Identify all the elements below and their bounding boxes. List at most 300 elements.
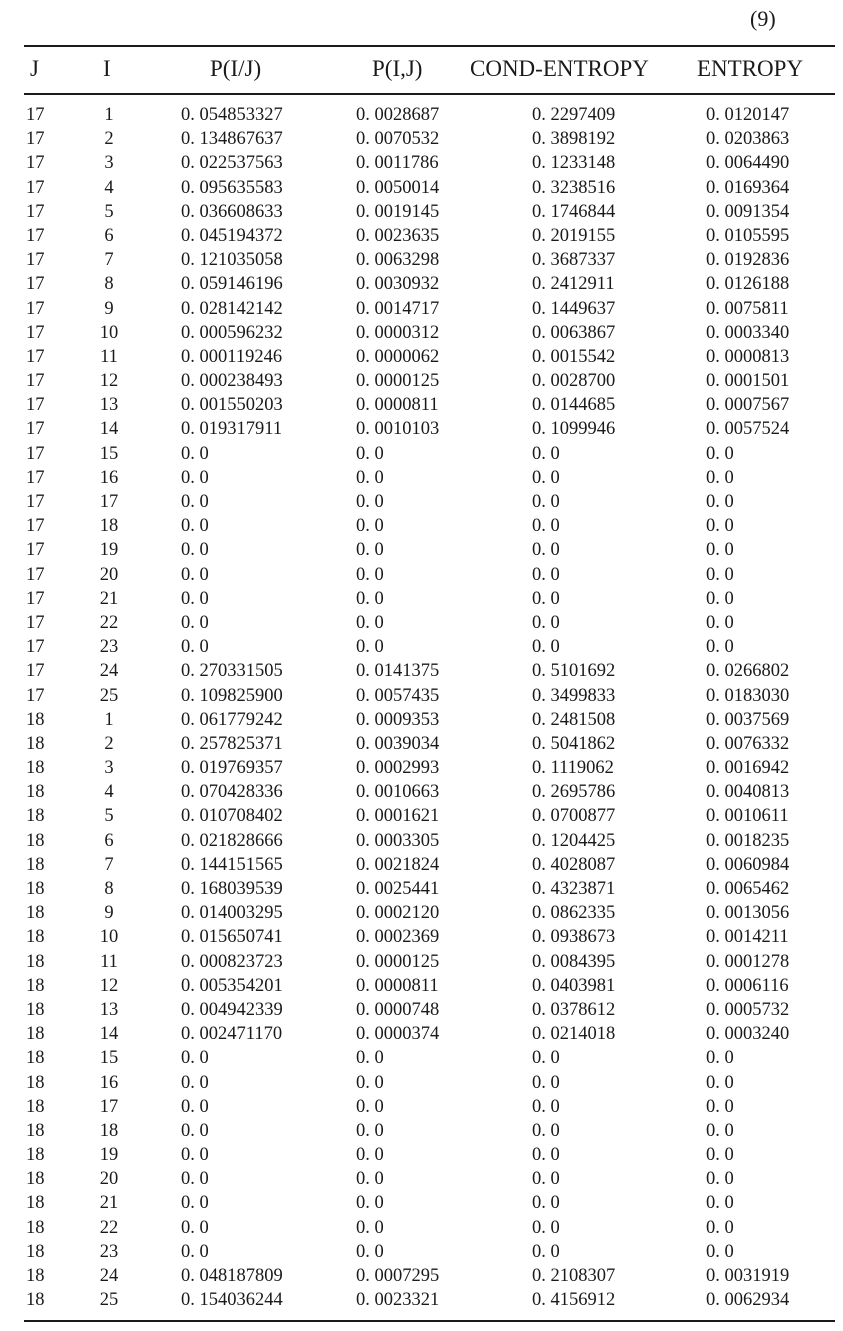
cell-cond-entropy: 0. 1119062 <box>532 758 614 779</box>
cell-cond-entropy: 0. 3499833 <box>532 685 616 706</box>
table-row <box>0 731 843 755</box>
cell-entropy: 0. 0014211 <box>706 927 789 948</box>
cell-cond-entropy: 0. 3687337 <box>532 250 616 271</box>
cell-p-i-j: 0. 0 <box>356 443 384 464</box>
cell-p-i-j: 0. 0023321 <box>356 1290 440 1311</box>
cell-i: 23 <box>99 1241 119 1262</box>
cell-entropy: 0. 0 <box>706 1217 734 1238</box>
cell-cond-entropy: 0. 2412911 <box>532 274 615 295</box>
table-body <box>0 102 843 1311</box>
cell-j: 18 <box>26 758 45 779</box>
cell-entropy: 0. 0065462 <box>706 879 790 899</box>
cell-cond-entropy: 0. 0 <box>532 467 560 488</box>
cell-p-i-given-j: 0. 0 <box>181 1096 209 1117</box>
cell-i: 7 <box>104 854 114 875</box>
cell-entropy: 0. 0 <box>706 612 734 633</box>
cell-entropy: 0. 0 <box>706 1145 734 1166</box>
cell-j: 18 <box>26 975 45 996</box>
cell-p-i-given-j: 0. 0 <box>181 443 209 464</box>
cell-i: 11 <box>100 951 118 972</box>
cell-j: 18 <box>26 806 45 827</box>
table-row <box>0 102 843 126</box>
cell-cond-entropy: 0. 0 <box>532 588 560 609</box>
table-row <box>0 489 843 513</box>
cell-j: 18 <box>26 1096 45 1117</box>
cell-entropy: 0. 0001278 <box>706 951 790 972</box>
cell-j: 18 <box>26 1241 45 1262</box>
cell-entropy: 0. 0075811 <box>706 298 789 319</box>
cell-entropy: 0. 0040813 <box>706 782 790 803</box>
cell-cond-entropy: 0. 4028087 <box>532 854 616 875</box>
cell-i: 16 <box>99 1072 119 1093</box>
cell-cond-entropy: 0. 0 <box>532 443 560 464</box>
cell-i: 22 <box>99 612 119 633</box>
cell-i: 1 <box>104 709 114 730</box>
cell-i: 9 <box>104 903 114 924</box>
cell-entropy: 0. 0 <box>706 1072 734 1093</box>
cell-p-i-given-j: 0. 000596232 <box>181 322 283 343</box>
table-row <box>0 924 843 948</box>
cell-i: 8 <box>104 879 114 899</box>
cell-i: 10 <box>99 322 119 343</box>
cell-cond-entropy: 0. 0084395 <box>532 951 616 972</box>
cell-cond-entropy: 0. 2019155 <box>532 225 616 246</box>
cell-p-i-j: 0. 0 <box>356 588 384 609</box>
cell-p-i-j: 0. 0 <box>356 540 384 561</box>
cell-i: 12 <box>99 975 119 996</box>
cell-i: 2 <box>104 733 114 754</box>
cell-p-i-given-j: 0. 054853327 <box>181 105 283 125</box>
cell-j: 18 <box>26 733 45 754</box>
cell-j: 18 <box>26 1217 45 1238</box>
cell-p-i-j: 0. 0 <box>356 612 384 633</box>
cell-p-i-j: 0. 0021824 <box>356 854 440 875</box>
cell-j: 18 <box>26 782 45 803</box>
cell-cond-entropy: 0. 0214018 <box>532 1024 616 1045</box>
table-row <box>0 175 843 199</box>
cell-cond-entropy: 0. 0028700 <box>532 371 616 392</box>
cell-i: 16 <box>99 467 119 488</box>
cell-entropy: 0. 0001501 <box>706 371 790 392</box>
cell-j: 18 <box>26 1024 45 1045</box>
header-i: I <box>103 56 111 81</box>
cell-j: 17 <box>26 443 45 464</box>
header-p-i-given-j: P(I/J) <box>210 56 262 81</box>
cell-p-i-j: 0. 0009353 <box>356 709 440 730</box>
cell-i: 15 <box>99 443 119 464</box>
cell-p-i-j: 0. 0000748 <box>356 999 440 1020</box>
cell-j: 17 <box>26 346 45 367</box>
table-row <box>0 1045 843 1069</box>
cell-p-i-given-j: 0. 0 <box>181 564 209 585</box>
table-row <box>0 441 843 465</box>
cell-p-i-given-j: 0. 0 <box>181 516 209 537</box>
cell-entropy: 0. 0 <box>706 1241 734 1262</box>
cell-i: 17 <box>99 1096 119 1117</box>
cell-p-i-j: 0. 0050014 <box>356 177 440 198</box>
cell-cond-entropy: 0. 0 <box>532 1217 560 1238</box>
cell-p-i-given-j: 0. 059146196 <box>181 274 283 295</box>
cell-p-i-given-j: 0. 000119246 <box>181 346 283 367</box>
table-row <box>0 852 843 876</box>
table-row <box>0 779 843 803</box>
table-row <box>0 876 843 900</box>
cell-p-i-given-j: 0. 134867637 <box>181 129 283 150</box>
cell-p-i-given-j: 0. 257825371 <box>181 733 283 754</box>
cell-p-i-j: 0. 0070532 <box>356 129 440 150</box>
page-number: (9) <box>750 6 776 31</box>
cell-i: 20 <box>99 564 119 585</box>
cell-j: 17 <box>26 177 45 198</box>
table-row <box>0 537 843 561</box>
table-row <box>0 1215 843 1239</box>
cell-p-i-j: 0. 0 <box>356 1048 384 1069</box>
cell-i: 19 <box>99 540 119 561</box>
cell-j: 18 <box>26 1120 45 1141</box>
cell-p-i-j: 0. 0 <box>356 1072 384 1093</box>
table-row <box>0 465 843 489</box>
cell-p-i-given-j: 0. 001550203 <box>181 395 283 416</box>
cell-cond-entropy: 0. 1746844 <box>532 201 616 222</box>
cell-cond-entropy: 0. 0378612 <box>532 999 616 1020</box>
cell-j: 17 <box>26 564 45 585</box>
cell-i: 3 <box>104 758 114 779</box>
cell-p-i-given-j: 0. 0 <box>181 612 209 633</box>
cell-p-i-j: 0. 0000811 <box>356 395 439 416</box>
cell-cond-entropy: 0. 0144685 <box>532 395 616 416</box>
cell-j: 17 <box>26 105 45 125</box>
table-row <box>0 803 843 827</box>
cell-p-i-given-j: 0. 000823723 <box>181 951 283 972</box>
table-row <box>0 1094 843 1118</box>
cell-j: 17 <box>26 201 45 222</box>
table-row <box>0 610 843 634</box>
cell-cond-entropy: 0. 0 <box>532 1193 560 1214</box>
cell-p-i-j: 0. 0000312 <box>356 322 440 343</box>
cell-cond-entropy: 0. 0 <box>532 492 560 512</box>
cell-j: 18 <box>26 1266 45 1286</box>
table-row <box>0 223 843 247</box>
cell-p-i-given-j: 0. 015650741 <box>181 927 283 948</box>
cell-p-i-given-j: 0. 028142142 <box>181 298 283 319</box>
cell-i: 13 <box>99 999 119 1020</box>
cell-p-i-given-j: 0. 0 <box>181 1048 209 1069</box>
cell-entropy: 0. 0 <box>706 467 734 488</box>
cell-p-i-j: 0. 0003305 <box>356 830 440 851</box>
table-row <box>0 392 843 416</box>
cell-p-i-given-j: 0. 144151565 <box>181 854 283 875</box>
cell-entropy: 0. 0 <box>706 637 734 658</box>
cell-cond-entropy: 0. 0938673 <box>532 927 616 948</box>
cell-cond-entropy: 0. 2481508 <box>532 709 616 730</box>
cell-cond-entropy: 0. 5101692 <box>532 661 616 682</box>
cell-p-i-j: 0. 0023635 <box>356 225 440 246</box>
cell-entropy: 0. 0076332 <box>706 733 790 754</box>
cell-j: 18 <box>26 1048 45 1069</box>
cell-entropy: 0. 0037569 <box>706 709 790 730</box>
cell-p-i-given-j: 0. 022537563 <box>181 153 283 174</box>
table-row <box>0 296 843 320</box>
cell-i: 14 <box>99 1024 119 1045</box>
cell-entropy: 0. 0060984 <box>706 854 790 875</box>
cell-p-i-given-j: 0. 0 <box>181 637 209 658</box>
cell-j: 17 <box>26 419 45 440</box>
cell-i: 13 <box>99 395 119 416</box>
cell-i: 8 <box>104 274 114 295</box>
cell-cond-entropy: 0. 0 <box>532 1145 560 1166</box>
cell-entropy: 0. 0031919 <box>706 1266 790 1286</box>
cell-p-i-given-j: 0. 0 <box>181 588 209 609</box>
cell-i: 10 <box>99 927 119 948</box>
cell-j: 18 <box>26 1072 45 1093</box>
table-row <box>0 755 843 779</box>
cell-i: 18 <box>99 1120 119 1141</box>
cell-entropy: 0. 0 <box>706 443 734 464</box>
cell-i: 15 <box>99 1048 119 1069</box>
cell-entropy: 0. 0013056 <box>706 903 790 924</box>
table-row <box>0 997 843 1021</box>
table-row <box>0 586 843 610</box>
cell-cond-entropy: 0. 0 <box>532 1072 560 1093</box>
cell-i: 6 <box>104 225 114 246</box>
cell-j: 17 <box>26 371 45 392</box>
table-header <box>0 52 843 90</box>
cell-p-i-given-j: 0. 0 <box>181 1241 209 1262</box>
cell-p-i-j: 0. 0 <box>356 492 384 512</box>
cell-cond-entropy: 0. 2297409 <box>532 105 616 125</box>
cell-entropy: 0. 0091354 <box>706 201 790 222</box>
cell-j: 18 <box>26 830 45 851</box>
cell-i: 19 <box>99 1145 119 1166</box>
cell-cond-entropy: 0. 0 <box>532 540 560 561</box>
cell-i: 25 <box>99 1290 119 1311</box>
table-row <box>0 513 843 537</box>
table-row <box>0 658 843 682</box>
cell-p-i-given-j: 0. 0 <box>181 1120 209 1141</box>
cell-entropy: 0. 0005732 <box>706 999 790 1020</box>
cell-p-i-j: 0. 0 <box>356 467 384 488</box>
cell-cond-entropy: 0. 0 <box>532 1096 560 1117</box>
cell-p-i-j: 0. 0057435 <box>356 685 440 706</box>
table-row <box>0 1166 843 1190</box>
cell-p-i-given-j: 0. 0 <box>181 1145 209 1166</box>
table-row <box>0 320 843 344</box>
table-row <box>0 1021 843 1045</box>
cell-j: 17 <box>26 250 45 271</box>
cell-p-i-j: 0. 0 <box>356 637 384 658</box>
cell-p-i-j: 0. 0002993 <box>356 758 440 779</box>
cell-p-i-j: 0. 0028687 <box>356 105 440 125</box>
table-row <box>0 199 843 223</box>
cell-i: 17 <box>99 492 119 512</box>
cell-i: 24 <box>99 661 119 682</box>
cell-p-i-given-j: 0. 019317911 <box>181 419 283 440</box>
cell-cond-entropy: 0. 1099946 <box>532 419 616 440</box>
cell-j: 18 <box>26 709 45 730</box>
cell-p-i-given-j: 0. 0 <box>181 492 209 512</box>
cell-entropy: 0. 0 <box>706 1096 734 1117</box>
cell-cond-entropy: 0. 0015542 <box>532 346 616 367</box>
cell-cond-entropy: 0. 0 <box>532 564 560 585</box>
table-row <box>0 416 843 440</box>
cell-j: 17 <box>26 322 45 343</box>
cell-p-i-j: 0. 0010103 <box>356 419 440 440</box>
cell-entropy: 0. 0 <box>706 564 734 585</box>
cell-entropy: 0. 0126188 <box>706 274 790 295</box>
cell-cond-entropy: 0. 0862335 <box>532 903 616 924</box>
cell-p-i-j: 0. 0000811 <box>356 975 439 996</box>
cell-entropy: 0. 0192836 <box>706 250 790 271</box>
cell-j: 17 <box>26 129 45 150</box>
table-row <box>0 973 843 997</box>
cell-p-i-j: 0. 0 <box>356 1169 384 1190</box>
cell-p-i-given-j: 0. 109825900 <box>181 685 283 706</box>
table-row <box>0 1190 843 1214</box>
cell-j: 17 <box>26 153 45 174</box>
cell-cond-entropy: 0. 4323871 <box>532 879 616 899</box>
cell-p-i-j: 0. 0030932 <box>356 274 440 295</box>
table-row <box>0 150 843 174</box>
cell-cond-entropy: 0. 0063867 <box>532 322 616 343</box>
table-row <box>0 247 843 271</box>
table-header-rule <box>24 93 835 95</box>
cell-p-i-given-j: 0. 0 <box>181 540 209 561</box>
cell-entropy: 0. 0064490 <box>706 153 790 174</box>
cell-cond-entropy: 0. 4156912 <box>532 1290 616 1311</box>
cell-entropy: 0. 0105595 <box>706 225 790 246</box>
cell-j: 18 <box>26 1145 45 1166</box>
cell-j: 18 <box>26 951 45 972</box>
cell-i: 14 <box>99 419 119 440</box>
table-row <box>0 368 843 392</box>
cell-j: 17 <box>26 637 45 658</box>
table-row <box>0 1142 843 1166</box>
header-p-i-j: P(I,J) <box>372 56 423 81</box>
cell-entropy: 0. 0007567 <box>706 395 790 416</box>
table-row <box>0 1287 843 1311</box>
cell-cond-entropy: 0. 0 <box>532 1120 560 1141</box>
cell-p-i-given-j: 0. 0 <box>181 1193 209 1214</box>
table-bottom-rule <box>24 1320 835 1322</box>
cell-j: 17 <box>26 540 45 561</box>
table-row <box>0 828 843 852</box>
cell-i: 6 <box>104 830 114 851</box>
cell-entropy: 0. 0 <box>706 492 734 512</box>
cell-j: 17 <box>26 467 45 488</box>
cell-j: 17 <box>26 612 45 633</box>
cell-entropy: 0. 0203863 <box>706 129 790 150</box>
cell-cond-entropy: 0. 3238516 <box>532 177 616 198</box>
cell-j: 18 <box>26 879 45 899</box>
table-row <box>0 900 843 924</box>
cell-p-i-given-j: 0. 002471170 <box>181 1024 283 1045</box>
cell-p-i-j: 0. 0 <box>356 516 384 537</box>
cell-p-i-j: 0. 0019145 <box>356 201 440 222</box>
cell-p-i-given-j: 0. 061779242 <box>181 709 283 730</box>
cell-entropy: 0. 0 <box>706 1193 734 1214</box>
cell-j: 17 <box>26 395 45 416</box>
cell-p-i-j: 0. 0000125 <box>356 951 440 972</box>
header-j: J <box>30 56 39 81</box>
cell-i: 18 <box>99 516 119 537</box>
cell-i: 2 <box>104 129 114 150</box>
cell-i: 12 <box>99 371 119 392</box>
cell-p-i-j: 0. 0010663 <box>356 782 440 803</box>
cell-i: 5 <box>104 806 114 827</box>
cell-p-i-j: 0. 0011786 <box>356 153 439 174</box>
cell-p-i-j: 0. 0014717 <box>356 298 440 319</box>
table-row <box>0 949 843 973</box>
cell-p-i-given-j: 0. 095635583 <box>181 177 283 198</box>
cell-p-i-given-j: 0. 121035058 <box>181 250 283 271</box>
cell-p-i-j: 0. 0063298 <box>356 250 440 271</box>
cell-j: 17 <box>26 225 45 246</box>
cell-p-i-given-j: 0. 154036244 <box>181 1290 283 1311</box>
cell-i: 9 <box>104 298 114 319</box>
cell-p-i-j: 0. 0 <box>356 1217 384 1238</box>
table-row <box>0 1118 843 1142</box>
cell-entropy: 0. 0018235 <box>706 830 790 851</box>
cell-j: 17 <box>26 685 45 706</box>
cell-p-i-j: 0. 0002369 <box>356 927 440 948</box>
cell-p-i-given-j: 0. 019769357 <box>181 758 283 779</box>
cell-i: 7 <box>104 250 114 271</box>
cell-cond-entropy: 0. 0 <box>532 612 560 633</box>
table-row <box>0 1263 843 1287</box>
cell-p-i-given-j: 0. 021828666 <box>181 830 283 851</box>
cell-entropy: 0. 0120147 <box>706 105 790 125</box>
table-row <box>0 1239 843 1263</box>
cell-i: 20 <box>99 1169 119 1190</box>
cell-i: 5 <box>104 201 114 222</box>
cell-i: 24 <box>99 1266 119 1286</box>
cell-p-i-j: 0. 0 <box>356 564 384 585</box>
cell-p-i-given-j: 0. 0 <box>181 1217 209 1238</box>
cell-p-i-j: 0. 0 <box>356 1096 384 1117</box>
cell-cond-entropy: 0. 0 <box>532 1048 560 1069</box>
cell-i: 21 <box>99 1193 119 1214</box>
cell-p-i-j: 0. 0007295 <box>356 1266 440 1286</box>
table-row <box>0 683 843 707</box>
cell-cond-entropy: 0. 3898192 <box>532 129 616 150</box>
cell-entropy: 0. 0 <box>706 1048 734 1069</box>
cell-p-i-j: 0. 0039034 <box>356 733 440 754</box>
header-cond-entropy: COND-ENTROPY <box>470 56 649 81</box>
cell-entropy: 0. 0003240 <box>706 1024 790 1045</box>
cell-p-i-j: 0. 0141375 <box>356 661 440 682</box>
table-row <box>0 634 843 658</box>
cell-p-i-j: 0. 0 <box>356 1193 384 1214</box>
cell-p-i-j: 0. 0000374 <box>356 1024 440 1045</box>
cell-j: 18 <box>26 1169 45 1190</box>
cell-p-i-given-j: 0. 000238493 <box>181 371 283 392</box>
cell-entropy: 0. 0016942 <box>706 758 790 779</box>
cell-i: 4 <box>104 782 114 803</box>
cell-cond-entropy: 0. 0 <box>532 1169 560 1190</box>
cell-j: 17 <box>26 274 45 295</box>
cell-entropy: 0. 0 <box>706 588 734 609</box>
cell-cond-entropy: 0. 0 <box>532 637 560 658</box>
cell-p-i-j: 0. 0002120 <box>356 903 440 924</box>
cell-cond-entropy: 0. 2695786 <box>532 782 616 803</box>
cell-j: 17 <box>26 661 45 682</box>
cell-entropy: 0. 0 <box>706 540 734 561</box>
cell-p-i-given-j: 0. 045194372 <box>181 225 283 246</box>
table-top-rule <box>24 45 835 47</box>
cell-cond-entropy: 0. 0 <box>532 1241 560 1262</box>
cell-i: 4 <box>104 177 114 198</box>
cell-i: 22 <box>99 1217 119 1238</box>
